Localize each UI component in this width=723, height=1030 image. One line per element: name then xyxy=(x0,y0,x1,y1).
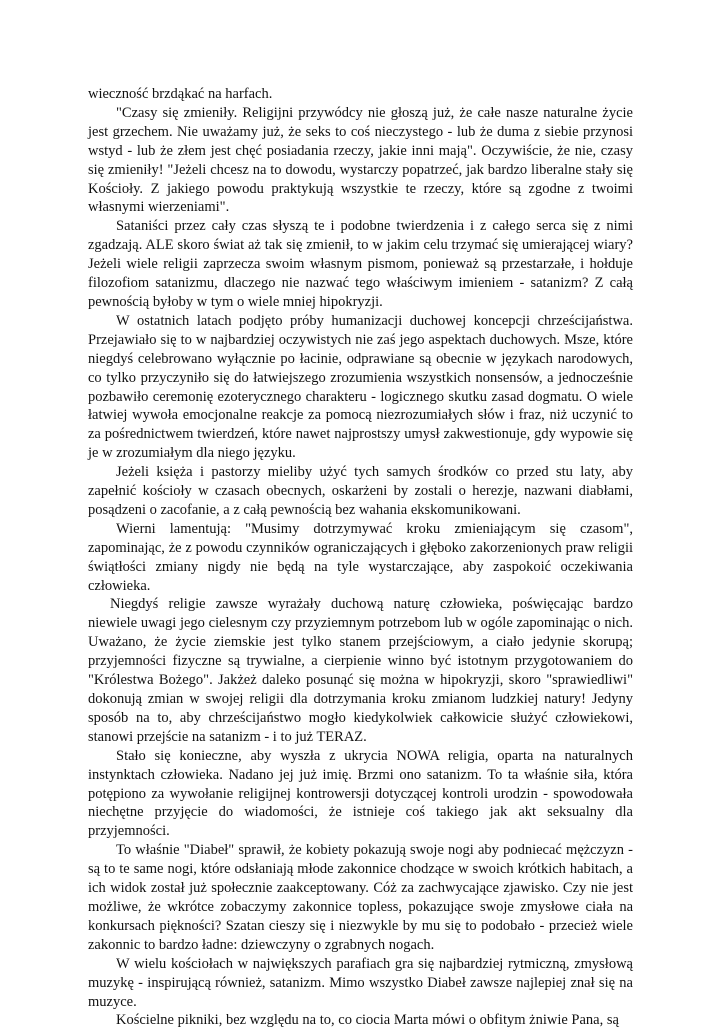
paragraph-3: Sataniści przez cały czas słyszą te i podobne twierdzenia i z całego serca się z nimi zgadzają. ALE skoro świat aż tak się zmienił, to w jakim celu trzymać się umierającej wiary? Jeżeli wiele religii zaprzecza swoim własnym pismom, ponieważ są przestarzałe, i hołduje filozofiom satanizmu, dlaczego nie nazwać tego właściwym imieniem - satanizm? Z całą pewnością byłoby w tym o wiele mniej hipokryzji. xyxy=(88,218,633,310)
paragraph-2: "Czasy się zmieniły. Religijni przywódcy nie głoszą już, że całe nasze naturalne życie jest grzechem. Nie uważamy już, że seks to coś nieczystego - lub że duma z siebie przynosi wstyd - lub że złem jest chęć posiadania rzeczy, jakie inni mają". Oczywiście, że nie, czasy się zmieniły! "Jeżeli chcesz na to dowodu, wystarczy popatrzeć, jak bardzo liberalne stały się Kościoły. Z jakiego powodu praktykują wszystkie te rzeczy, które są zgodne z twoimi własnymi wierzeniami". xyxy=(88,104,633,216)
paragraph-5: Jeżeli księża i pastorzy mieliby użyć tych samych środków co przed stu laty, aby zapełnić kościoły w czasach obecnych, oskarżeni by zostali o herezje, nazwani diabłami, posądzeni o zacofanie, a z całą pewnością bez wahania ekskomunikowani. xyxy=(88,464,633,518)
paragraph-8: Stało się konieczne, aby wyszła z ukrycia NOWA religia, oparta na naturalnych instynktach człowieka. Nadano jej już imię. Brzmi ono satanizm. To ta właśnie siła, która potępiono za wywołanie religijnej kontrowersji dotyczącej kontroli urodzin - spowodowała niechętne przyjęcie do wiadomości, że istnieje coś takiego jak akt seksualny dla przyjemności. xyxy=(88,747,633,840)
paragraph-7: Niegdyś religie zawsze wyrażały duchową naturę człowieka, poświęcając bardzo niewiele uwagi jego cielesnym czy przyziemnym potrzebom lub w ogóle zapominając o nich. Uważano, że życie ziemskie jest tylko stanem przejściowym, a ciało jedynie skorupą; przyjemności fizyczne są trywialne, a cierpienie winno być istotnym przygotowaniem do "Królestwa Bożego". Jakżeż daleko posunąć się można w hipokryzji, skoro "sprawiedliwi" dokonują zmian w swojej religii dla dotrzymania kroku zmianom ludzkiej natury! Jedyny sposób na to, aby chrześcijaństwo mogło kiedykolwiek całkowicie służyć człowiekowi, stanowi przejście na satanizm - i to już TERAZ. xyxy=(88,596,633,745)
paragraph-4: W ostatnich latach podjęto próby humanizacji duchowej koncepcji chrześcijaństwa. Przejawiało się to w najbardziej oczywistych nie zaś jego aspektach duchowych. Msze, które niegdyś celebrowano wyłącznie po łacinie, odprawiane są obecnie w językach narodowych, co tylko przyczyniło się do łatwiejszego zrozumienia wszystkich nonsensów, a jednocześnie pozbawiło ceremonię ezoterycznego charakteru - logicznego skutku zasad dogmatu. O wiele łatwiej wywoła emocjonalne reakcje za pomocą niezrozumiałych słów i fraz, niż uczynić to za pośrednictwem twierdzeń, które nawet najprostszy umysł zakwestionuje, gdy wypowie się je w zrozumiałym dla niego języku. xyxy=(88,312,633,462)
paragraph-11: Kościelne pikniki, bez względu na to, co ciocia Marta mówi o obfitym żniwie Pana, są xyxy=(116,1012,619,1029)
paragraph-10: W wielu kościołach w największych parafiach gra się najbardziej rytmiczną, zmysłową muzykę - inspirującą również, satanizm. Mimo wszystko Diabeł zawsze najlepiej znał się na muzyce. xyxy=(88,955,633,1010)
paragraph-9: To właśnie "Diabeł" sprawił, że kobiety pokazują swoje nogi aby podniecać mężczyzn - są to te same nogi, które odsłaniają młode zakonnice chodzące w swoich krótkich habitach, a ich widok został już społecznie zaakceptowany. Cóż za zachwycające zjawisko. Czy nie jest możliwe, że wkrótce zobaczymy zakonnice topless, pokazujące swoje zmysłowe ciała na konkursach piękności? Szatan cieszy się i niezwykle by mu się to podobało - przecież wiele zakonnic to bardzo ładne: dziewczyny o zgrabnych nogach. xyxy=(88,842,633,953)
document-body xyxy=(88,85,633,1030)
paragraph-1: wieczność brzdąkać na harfach. xyxy=(88,86,273,102)
paragraph-6: Wierni lamentują: "Musimy dotrzymywać kroku zmieniającym się czasom", zapominając, że z powodu czynników ograniczających i głęboko zakorzenionych praw religii świątłości zmiany nigdy nie będą na tyle wystarczające, aby zaspokoić oczekiwania człowieka. xyxy=(88,520,633,594)
